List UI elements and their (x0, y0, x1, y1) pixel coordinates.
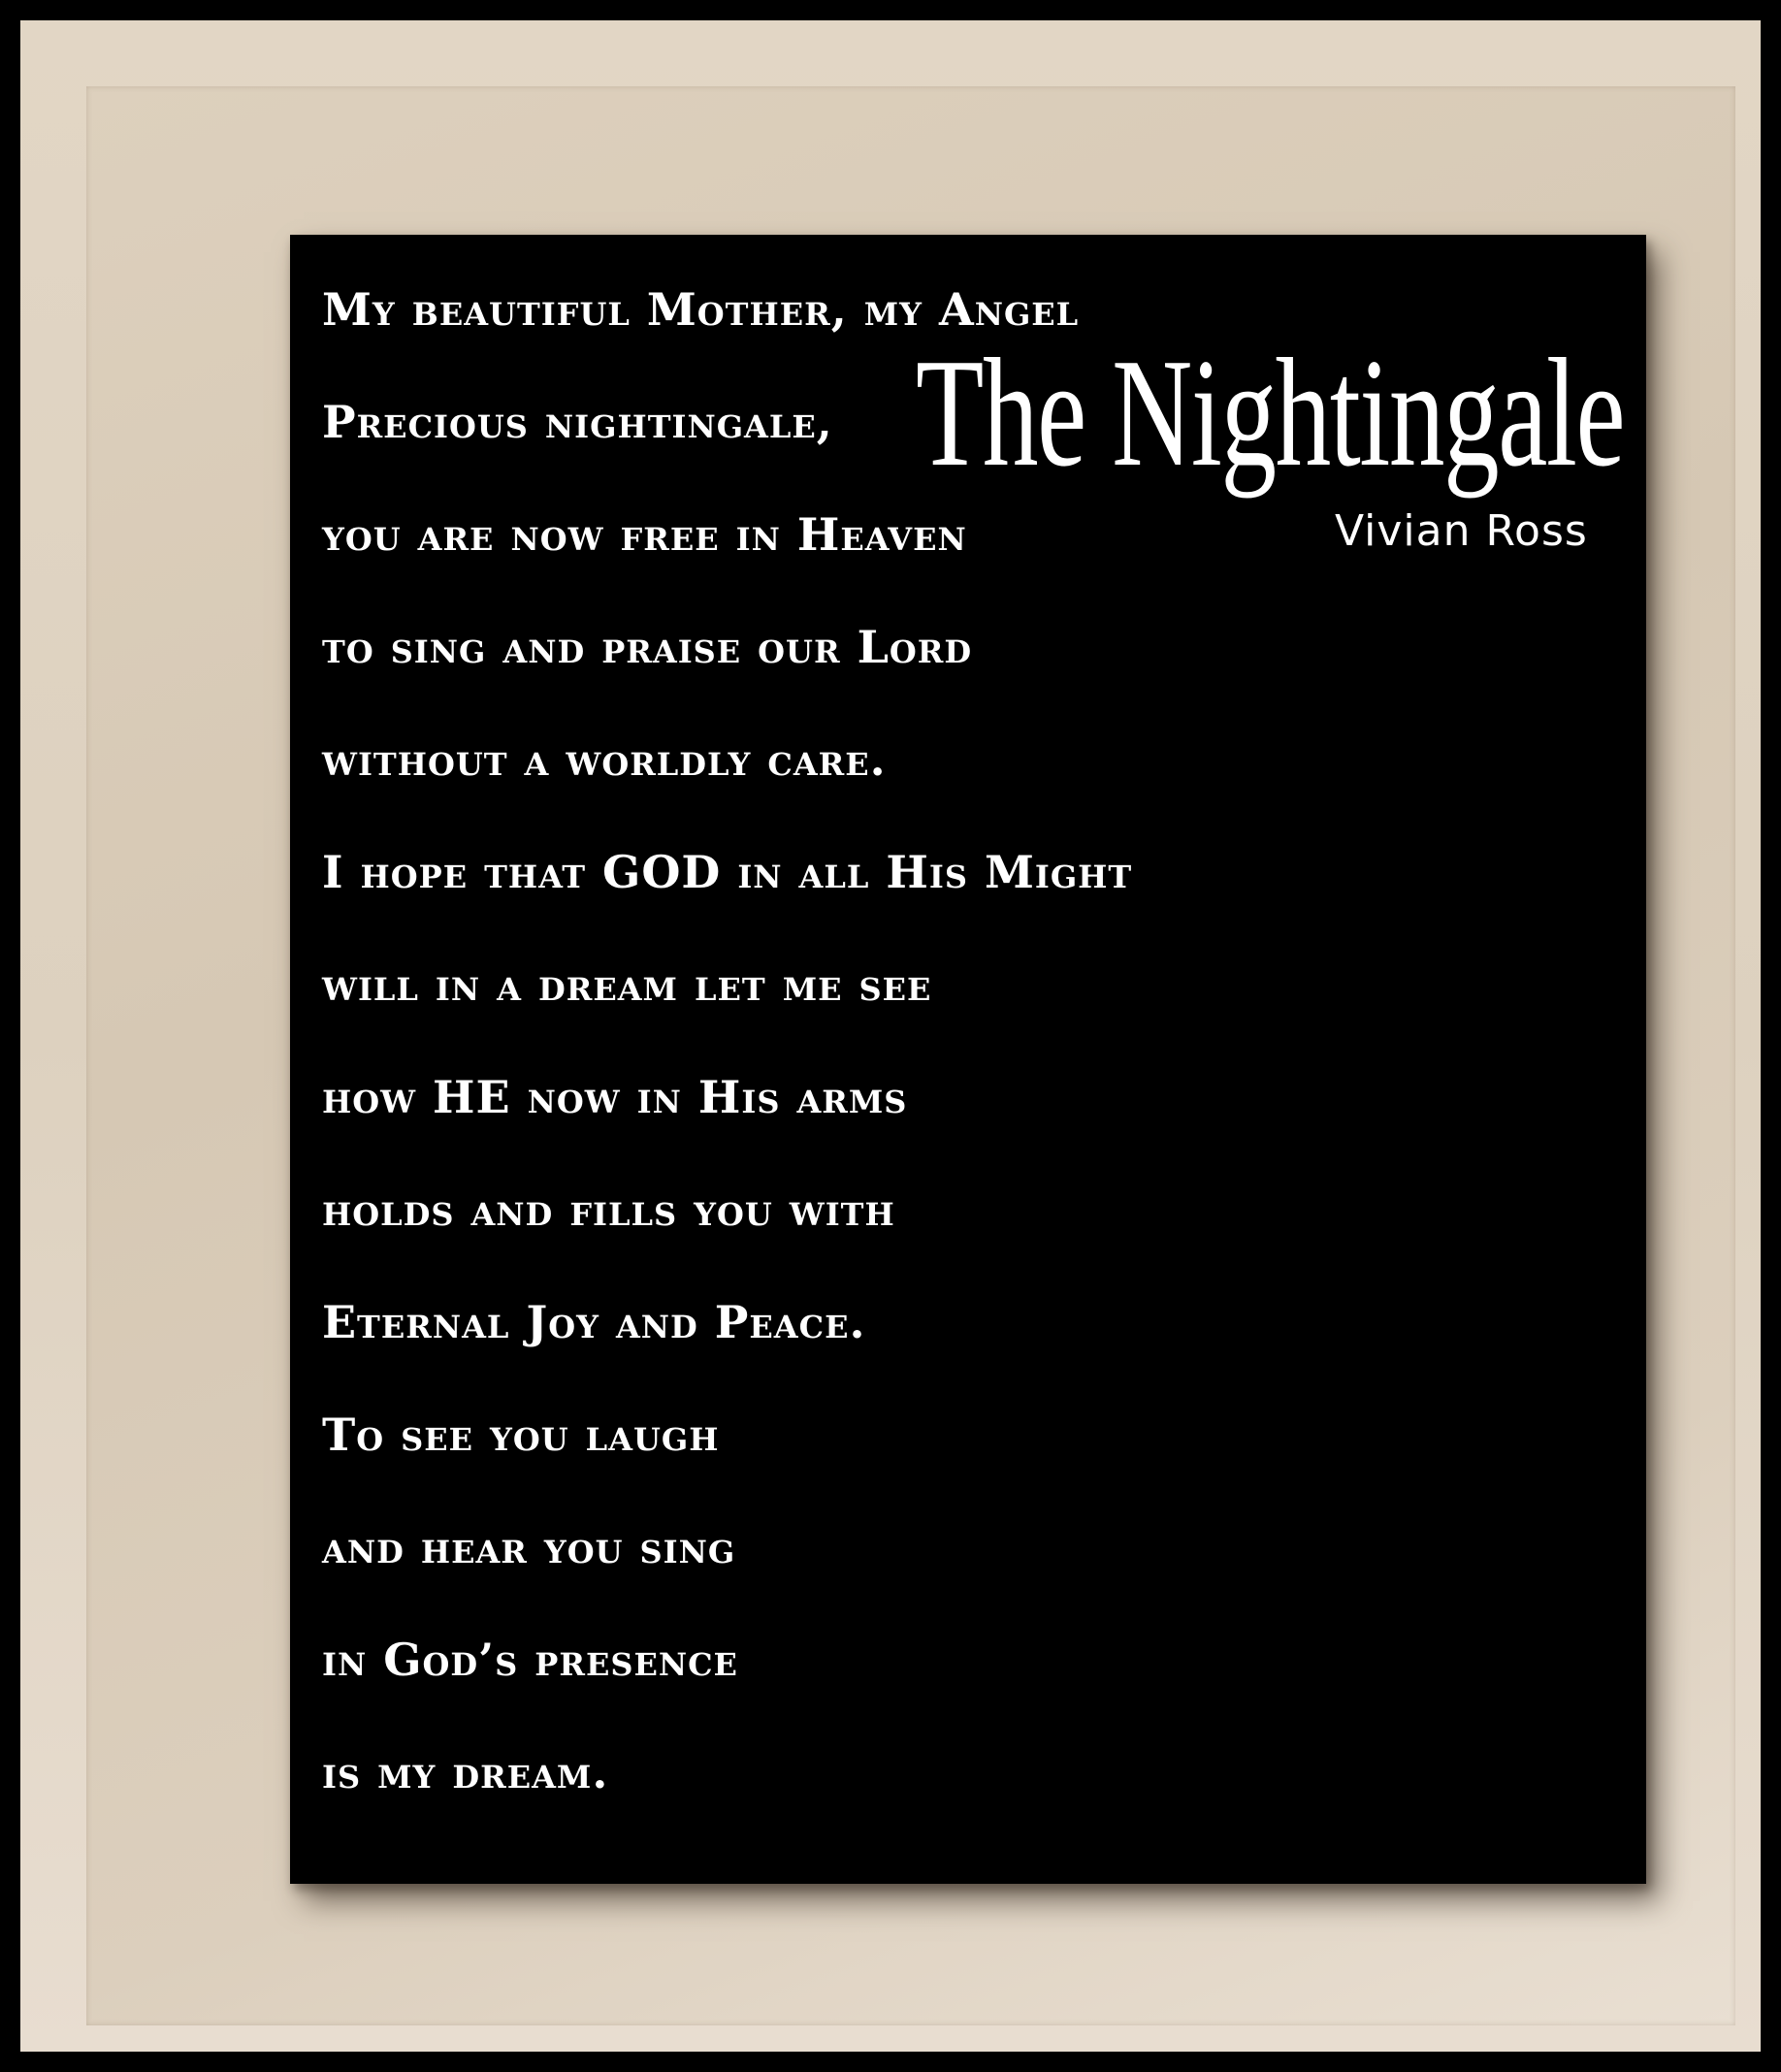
poem-line: Precious nightingale, (322, 396, 833, 448)
poem-line: I hope that GOD in all His Might (322, 846, 1133, 898)
poem-line: how HE now in His arms (322, 1071, 908, 1123)
poem-line: in God’s presence (322, 1634, 738, 1686)
poem-author: Vivian Ross (1335, 506, 1588, 556)
poem-line: without a worldly care. (322, 733, 887, 786)
poem-line: My beautiful Mother, my Angel (322, 283, 1080, 336)
poem-line: To see you laugh (322, 1408, 720, 1461)
poem-line: holds and fills you with (322, 1183, 895, 1236)
poem-line: is my dream. (322, 1746, 609, 1798)
poem-title: The Nightingale (916, 326, 1625, 499)
poem-line: and hear you sing (322, 1521, 736, 1573)
poem-body (322, 272, 1132, 1847)
poem-line: to sing and praise our Lord (322, 621, 973, 673)
poem-line: will in a dream let me see (322, 958, 932, 1011)
poem-line: Eternal Joy and Peace. (322, 1296, 866, 1348)
poem-line: you are now free in Heaven (322, 508, 967, 561)
